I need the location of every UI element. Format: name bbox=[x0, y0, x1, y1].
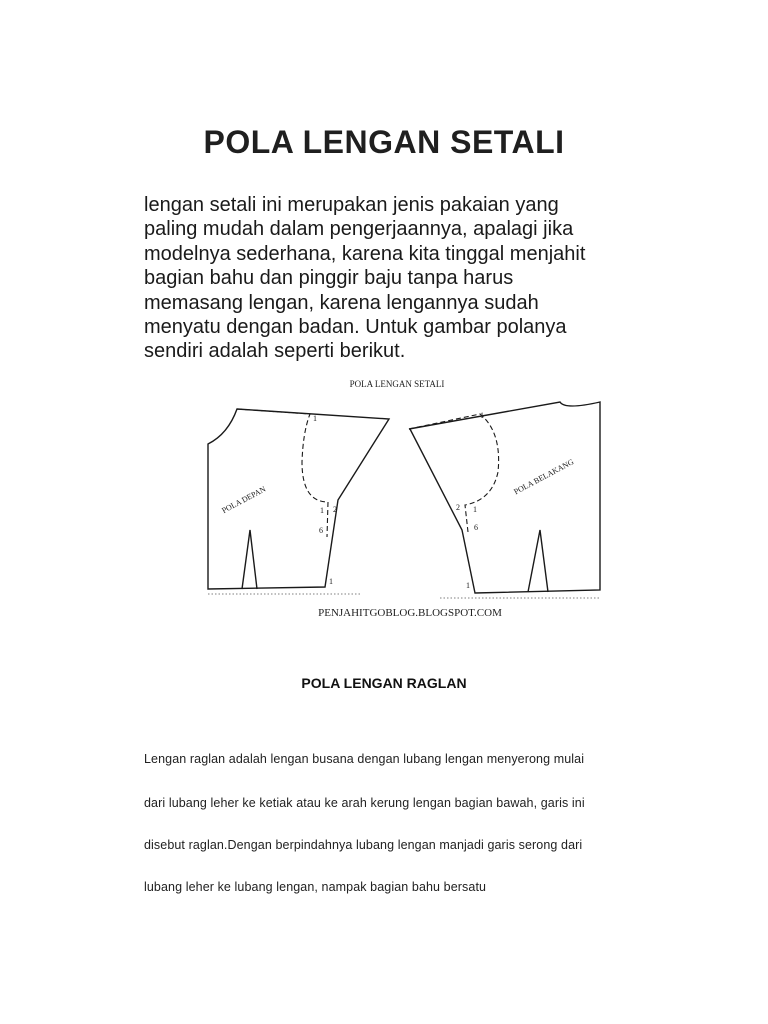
back-mark-c: 6 bbox=[474, 523, 478, 532]
intro-line: memasang lengan, karena lengannya sudah bbox=[144, 291, 539, 314]
intro-line: paling mudah dalam pengerjaannya, apalagi jika bbox=[144, 218, 574, 241]
front-piece-label: POLA DEPAN bbox=[220, 484, 268, 516]
figure-source: PENJAHITGOBLOG.BLOGSPOT.COM bbox=[318, 607, 502, 619]
figure-caption: POLA LENGAN SETALI bbox=[349, 379, 445, 389]
pattern-figure bbox=[190, 372, 620, 622]
back-pattern-piece bbox=[409, 402, 600, 593]
intro-line: sendiri adalah seperti berikut. bbox=[144, 340, 406, 363]
front-mark-a: 1 bbox=[320, 506, 324, 515]
intro-line: menyatu dengan badan. Untuk gambar polanya bbox=[144, 316, 567, 339]
raglan-line: dari lubang leher ke ketiak atau ke arah kerung lengan bagian bawah, garis ini bbox=[144, 796, 585, 810]
pattern-diagram bbox=[190, 372, 620, 622]
front-mark-bottom: 1 bbox=[329, 577, 333, 586]
back-mark-b: 1 bbox=[473, 505, 477, 514]
front-mark-c: 6 bbox=[319, 526, 323, 535]
page-title: POLA LENGAN SETALI bbox=[203, 124, 565, 160]
section-title: POLA LENGAN RAGLAN bbox=[301, 675, 467, 691]
intro-line: bagian bahu dan pinggir baju tanpa harus bbox=[144, 267, 514, 290]
front-mark-b: 2 bbox=[333, 505, 337, 514]
back-mark-top: 1 bbox=[480, 411, 484, 420]
intro-paragraph bbox=[144, 193, 664, 364]
raglan-line: Lengan raglan adalah lengan busana dengan lubang lengan menyerong mulai bbox=[144, 752, 585, 766]
back-mark-a: 2 bbox=[456, 503, 460, 512]
back-piece-label: POLA BELAKANG bbox=[512, 457, 576, 497]
intro-line: lengan setali ini merupakan jenis pakaian yang bbox=[144, 194, 559, 216]
raglan-line: lubang leher ke lubang lengan, nampak bagian bahu bersatu bbox=[144, 880, 487, 894]
back-mark-bottom: 1 bbox=[466, 581, 470, 590]
front-cut-line bbox=[237, 409, 328, 537]
intro-line: modelnya sederhana, karena kita tinggal menjahit bbox=[144, 242, 586, 265]
front-mark-top: 1 bbox=[313, 414, 317, 423]
raglan-line: disebut raglan.Dengan berpindahnya lubang lengan manjadi garis serong dari bbox=[144, 838, 583, 852]
